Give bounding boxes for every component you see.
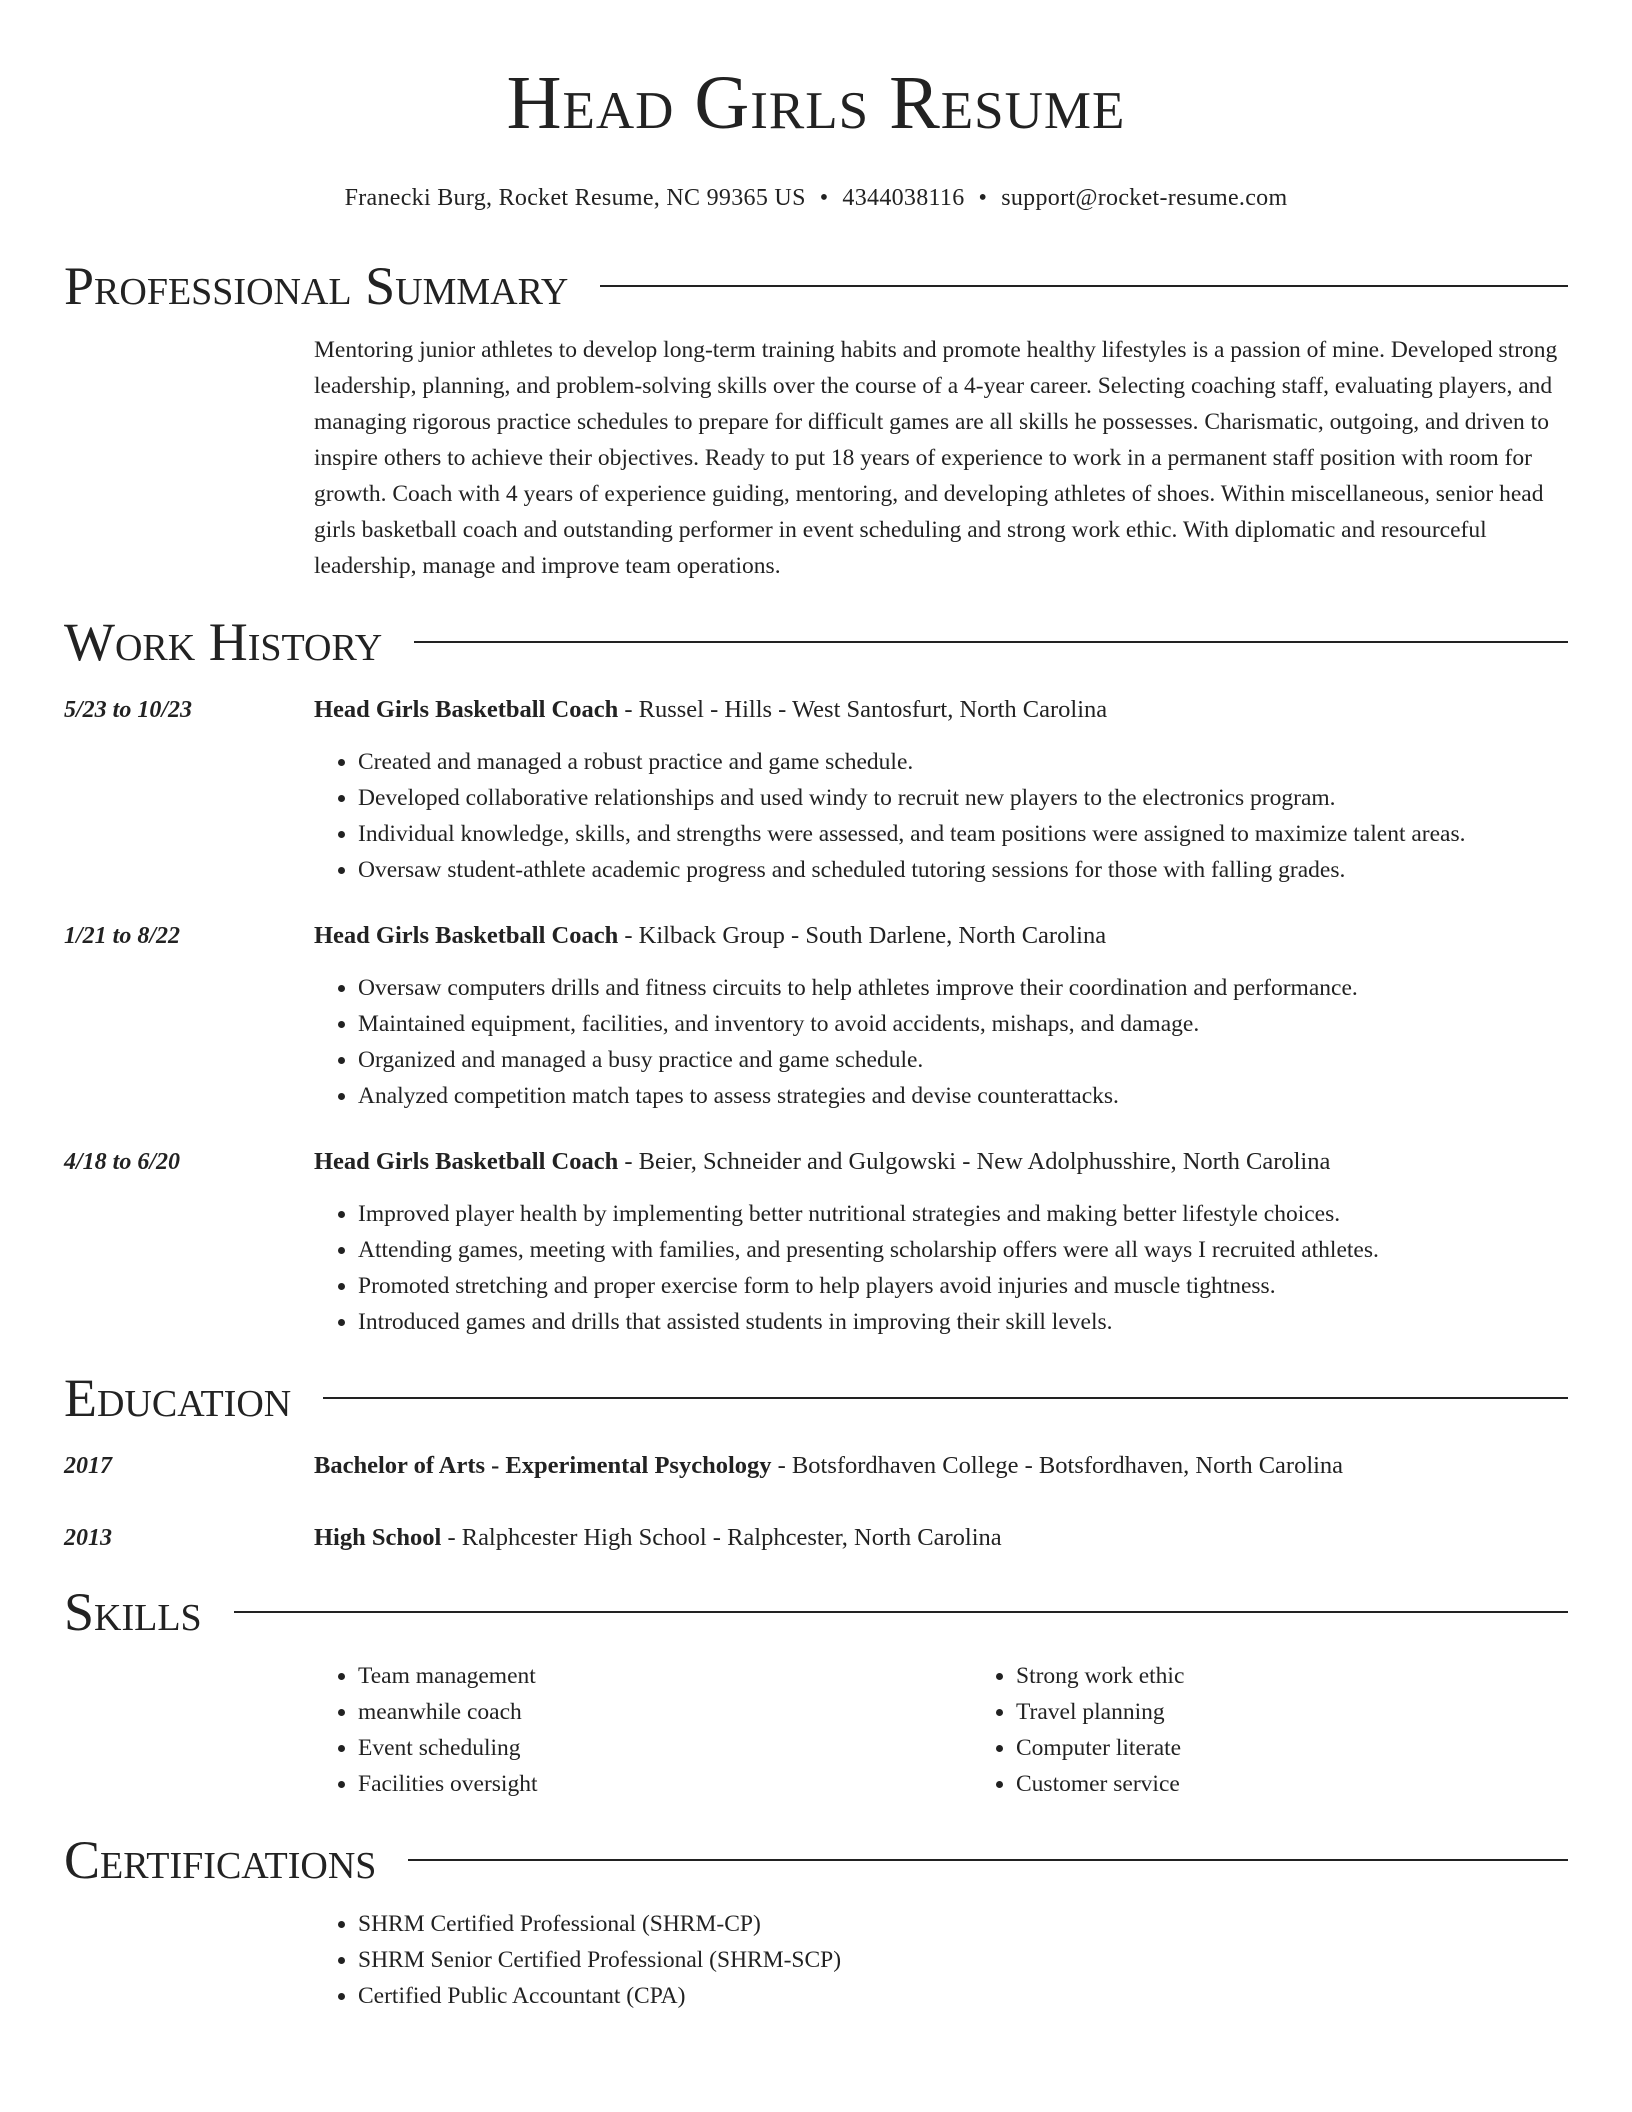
skills-grid	[314, 1658, 1568, 1802]
section-header-education	[64, 1368, 1568, 1428]
summary-row	[64, 316, 1568, 584]
job-bullet: • Organized and managed a busy practice and game schedule.	[358, 1042, 1568, 1078]
job-heading	[314, 692, 1568, 728]
summary-spacer	[64, 316, 314, 584]
skills-spacer	[64, 1642, 314, 1802]
certifications-spacer	[64, 1890, 314, 2014]
job-dates-text: 5/23 to 10/23	[64, 697, 193, 723]
job-details	[314, 1144, 1568, 1340]
skill-item: • Event scheduling	[358, 1730, 972, 1766]
skill-item: • Facilities oversight	[358, 1766, 972, 1802]
education-details	[314, 1448, 1568, 1484]
skill-item: • Strong work ethic	[1016, 1658, 1568, 1694]
job-entry	[64, 918, 1568, 1114]
job-bullet: • Created and managed a robust practice and game schedule.	[358, 744, 1568, 780]
education-details	[314, 1520, 1568, 1556]
section-title-skills: Skills	[64, 1582, 202, 1642]
section-header-work	[64, 612, 1568, 672]
resume-title: Head Girls Resume	[506, 61, 1126, 145]
job-title: Head Girls Basketball Coach	[314, 922, 619, 949]
job-employer: - Russel - Hills - West Santosfurt, North Carolina	[618, 696, 1108, 723]
job-dates	[64, 692, 314, 888]
job-dates	[64, 1144, 314, 1340]
job-employer: - Kilback Group - South Darlene, North Carolina	[618, 922, 1107, 949]
contact-email: support@rocket-resume.com	[1001, 185, 1288, 211]
job-details	[314, 692, 1568, 888]
skill-item: • meanwhile coach	[358, 1694, 972, 1730]
contact-separator: •	[978, 185, 988, 211]
section-title-certifications: Certifications	[64, 1830, 377, 1890]
contact-phone: 4344038116	[842, 185, 965, 211]
job-details	[314, 918, 1568, 1114]
job-bullet: • Attending games, meeting with families, and presenting scholarship offers were all ways I recruited athletes.	[358, 1232, 1568, 1268]
certifications-list	[314, 1906, 1568, 2014]
section-divider	[234, 1611, 1568, 1613]
section-divider	[323, 1397, 1568, 1399]
certification-item: • SHRM Senior Certified Professional (SHRM-SCP)	[358, 1942, 1568, 1978]
summary-text: Mentoring junior athletes to develop long-term training habits and promote healthy lifestyles is a passion of mine. Developed strong leadership, planning, and problem-solving skills over the course of a 4-year career. Selecting coaching staff, evaluating players, and managing rigorous practice schedules to prepare for difficult games are all skills he possesses. Charismatic, outgoing, and driven to inspire others to achieve their objectives. Ready to put 18 years of experience to work in a permanent staff position with room for growth. Coach with 4 years of experience guiding, mentoring, and developing athletes of shoes. Within miscellaneous, senior head girls basketball coach and outstanding performer in event scheduling and strong work ethic. With diplomatic and resourceful leadership, manage and improve team operations.	[314, 337, 1558, 579]
skill-item: • Computer literate	[1016, 1730, 1568, 1766]
job-bullet: • Maintained equipment, facilities, and inventory to avoid accidents, mishaps, and damage.	[358, 1006, 1568, 1042]
section-title-education: Education	[64, 1368, 292, 1428]
job-title: Head Girls Basketball Coach	[314, 696, 619, 723]
education-degree: Bachelor of Arts - Experimental Psychology	[314, 1452, 772, 1479]
job-dates-text: 4/18 to 6/20	[64, 1149, 181, 1175]
job-heading	[314, 1144, 1568, 1180]
education-year: 2017	[64, 1453, 112, 1479]
section-divider	[414, 641, 1568, 643]
education-entry	[64, 1520, 1568, 1556]
education-year: 2013	[64, 1525, 112, 1551]
certifications-row	[64, 1890, 1568, 2014]
section-header-summary	[64, 256, 1568, 316]
job-bullets	[314, 970, 1568, 1114]
certification-item: • SHRM Certified Professional (SHRM-CP)	[358, 1906, 1568, 1942]
job-entry	[64, 692, 1568, 888]
skill-item: • Customer service	[1016, 1766, 1568, 1802]
job-bullet: • Oversaw student-athlete academic progress and scheduled tutoring sessions for those with falling grades.	[358, 852, 1568, 888]
job-bullet: • Promoted stretching and proper exercise form to help players avoid injuries and muscle tightness.	[358, 1268, 1568, 1304]
job-bullet: • Improved player health by implementing better nutritional strategies and making better lifestyle choices.	[358, 1196, 1568, 1232]
education-entry	[64, 1448, 1568, 1484]
section-header-skills	[64, 1582, 1568, 1642]
contact-line	[64, 185, 1568, 212]
skills-row	[64, 1642, 1568, 1802]
contact-address: Franecki Burg, Rocket Resume, NC 99365 US	[344, 185, 806, 211]
certifications-content	[314, 1890, 1568, 2014]
job-bullet: • Developed collaborative relationships and used windy to recruit new players to the electronics program.	[358, 780, 1568, 816]
job-bullet: • Oversaw computers drills and fitness circuits to help athletes improve their coordination and performance.	[358, 970, 1568, 1006]
job-bullet: • Analyzed competition match tapes to assess strategies and devise counterattacks.	[358, 1078, 1568, 1114]
education-school: - Botsfordhaven College - Botsfordhaven, North Carolina	[771, 1452, 1344, 1479]
job-title: Head Girls Basketball Coach	[314, 1148, 619, 1175]
job-dates	[64, 918, 314, 1114]
education-school: - Ralphcester High School - Ralphcester, North Carolina	[441, 1524, 1002, 1551]
certification-item: • Certified Public Accountant (CPA)	[358, 1978, 1568, 2014]
skill-item: • Travel planning	[1016, 1694, 1568, 1730]
skills-list-left	[314, 1658, 972, 1802]
job-bullet: • Introduced games and drills that assisted students in improving their skill levels.	[358, 1304, 1568, 1340]
job-employer: - Beier, Schneider and Gulgowski - New Adolphusshire, North Carolina	[618, 1148, 1331, 1175]
section-title-work: Work History	[64, 612, 383, 672]
contact-separator: •	[819, 185, 829, 211]
job-dates-text: 1/21 to 8/22	[64, 923, 181, 949]
section-header-certifications	[64, 1830, 1568, 1890]
section-divider	[600, 285, 1568, 287]
education-degree: High School	[314, 1524, 442, 1551]
job-bullet: • Individual knowledge, skills, and strengths were assessed, and team positions were assigned to maximize talent areas.	[358, 816, 1568, 852]
job-entry	[64, 1144, 1568, 1340]
skill-item: • Team management	[358, 1658, 972, 1694]
section-title-summary: Professional Summary	[64, 256, 569, 316]
skills-list-right	[972, 1658, 1568, 1802]
job-bullets	[314, 744, 1568, 888]
job-heading	[314, 918, 1568, 954]
section-divider	[408, 1859, 1568, 1861]
job-bullets	[314, 1196, 1568, 1340]
